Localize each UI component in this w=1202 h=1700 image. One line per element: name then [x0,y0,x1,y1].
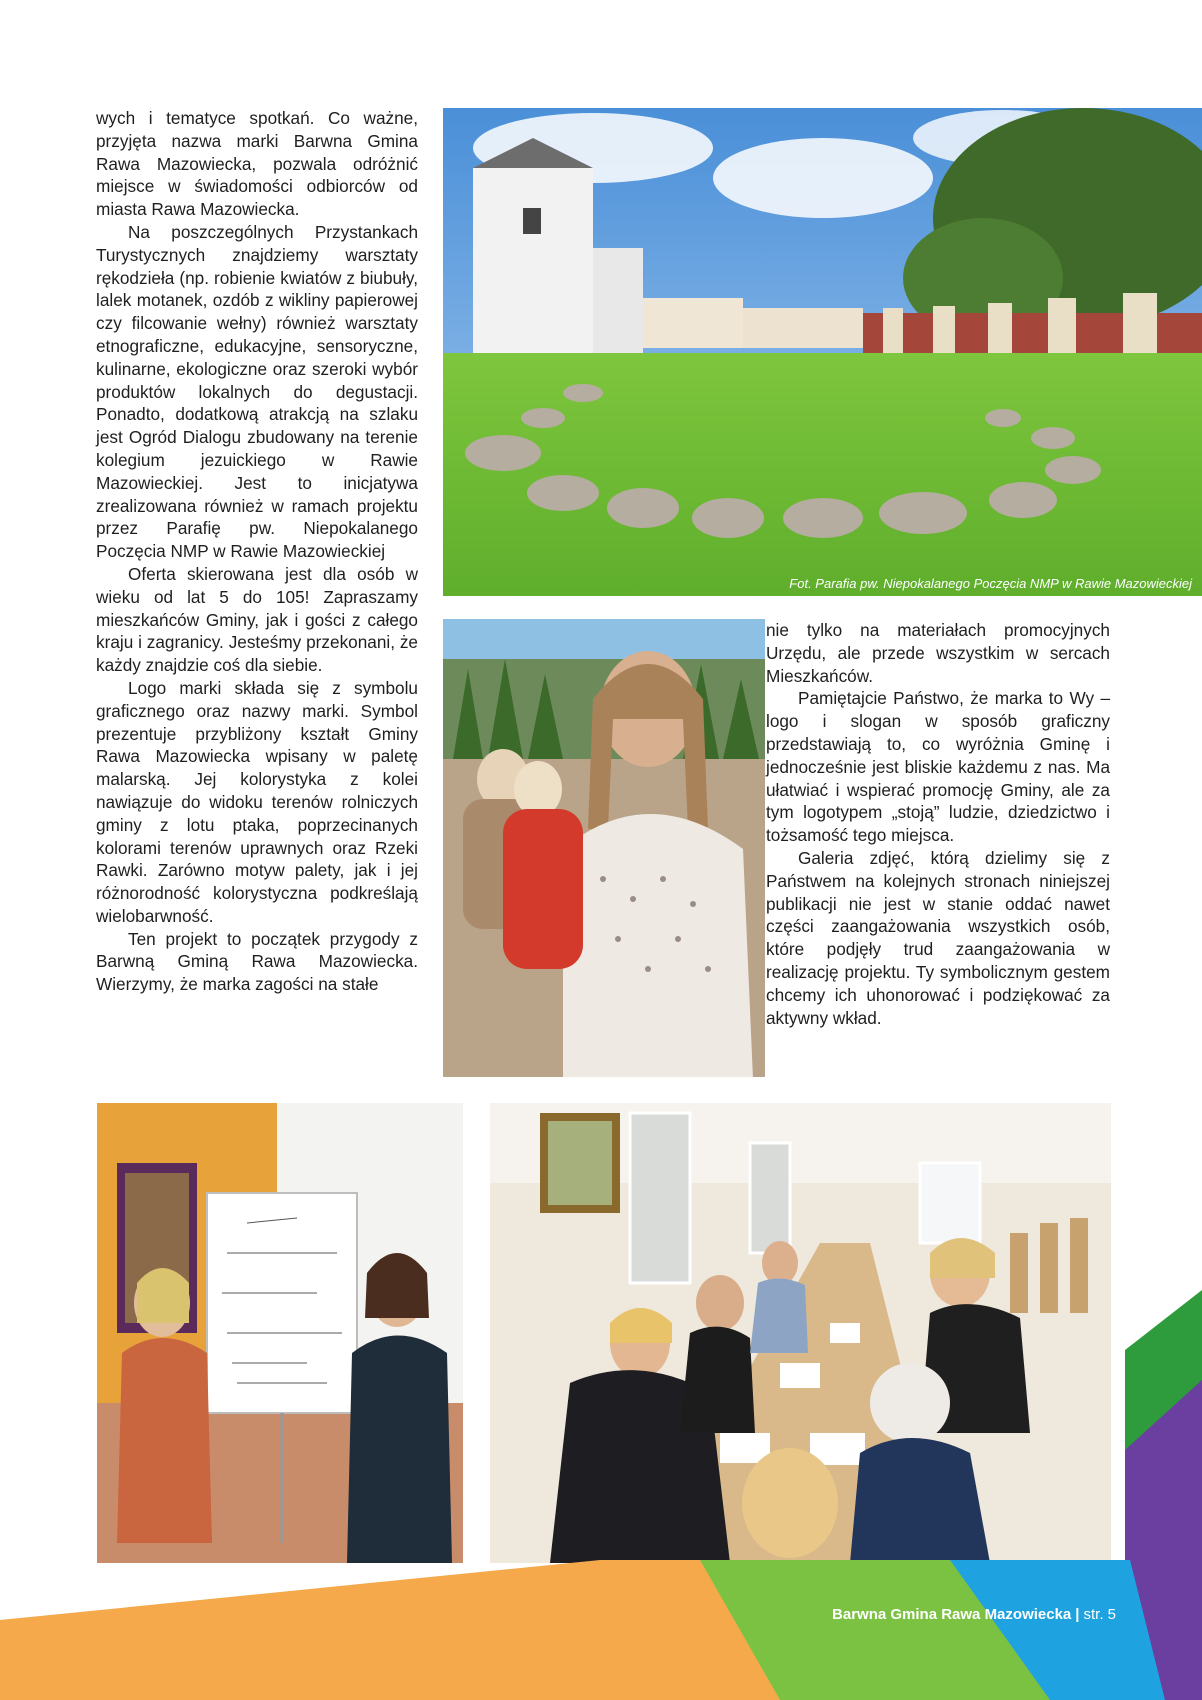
page-number: str. 5 [1083,1606,1116,1623]
paragraph: Logo marki składa się z symbolu graficznego oraz nazwy marki. Symbol prezentuje przybliżony kształt Gminy Rawa Mazowiecka wpisany w paletę malarską. Jej kolorystyka z kolei nawiązuje do widoku terenów rolniczych gminy z lotu ptaka, poprzecinanych kolorami terenów uprawnych oraz Rzeki Rawki. Zarówno motyw palety, jak i jej różnorodność kolorystyczna podkreślają wielobarwność. [96,677,418,926]
paragraph: Na poszczególnych Przystankach Turystycznych znajdziemy warsztaty rękodzieła (np. robienie kwiatów z biubuły, lalek motanek, ozdób z wikliny papierowej czy filcowanie wełny) również warsztaty etnograficzne, edukacyjne, sensoryczne, kulinarne, ekologiczne oraz szeroki wybór produktów lokalnych do degustacji. Ponadto, dodatkową atrakcją na szlaku jest Ogród Dialogu zbudowany na terenie kolegium jezuickiego w Rawie Mazowieckiej. Jest to inicjatywa zrealizowana również w ramach projektu przez Parafię pw. Niepokalanego Poczęcia NMP w Rawie Mazowieckiej [96,221,418,562]
paragraph: wych i tematyce spotkań. Co ważne, przyjęta nazwa marki Barwna Gmina Rawa Mazowiecka, pozwala odróżnić miejsce w świadomości odbiorców od miasta Rawa Mazowiecka. [96,108,418,220]
woman-dolls-photo [443,619,765,1077]
footer-brand: Barwna Gmina Rawa Mazowiecka [832,1606,1072,1623]
flipchart-photo [97,1103,463,1563]
footer-separator: | [1075,1606,1080,1623]
left-text-column [96,107,418,996]
paragraph: nie tylko na materiałach promocyjnych Urzędu, ale przede wszystkim w sercach Mieszkańców. [766,620,1110,686]
workshop-photo [490,1103,1111,1563]
paragraph: Galeria zdjęć, którą dzielimy się z Państwem na kolejnych stronach niniejszej publikacji nie jest w stanie oddać nawet części zaangażowania wszystkich osób, które podjęły trud zaangażowania w realizację projektu. Ty symbolicznym gestem chcemy ich uhonorować i podziękować za aktywny wkład. [766,847,1110,1028]
paragraph: Pamiętajcie Państwo, że marka to Wy – logo i slogan w sposób graficzny przedstawiają to, co wyróżnia Gminę i jednocześnie jest bliskie każdemu z nas. Ma ułatwiać i wspierać promocję Gminy, ale za tym logotypem „stoją” ludzie, dziedzictwo i tożsamość tego miejsca. [766,688,1110,846]
garden-photo [443,108,1202,596]
paragraph: Oferta skierowana jest dla osób w wieku od lat 5 do 105! Zapraszamy mieszkańców Gminy, jak i gości z całego kraju i zagranicy. Jesteśmy przekonani, że każdy znajdzie coś dla siebie. [96,563,418,676]
paragraph: Ten projekt to początek przygody z Barwną Gminą Rawa Mazowiecka. Wierzymy, że marka zagości na stałe [96,928,418,995]
footer-color-band [0,1560,1202,1700]
right-text-column [766,619,1110,1029]
footer [832,1606,1116,1623]
photo-caption: Fot. Parafia pw. Niepokalanego Poczęcia NMP w Rawie Mazowieckiej [789,576,1192,591]
